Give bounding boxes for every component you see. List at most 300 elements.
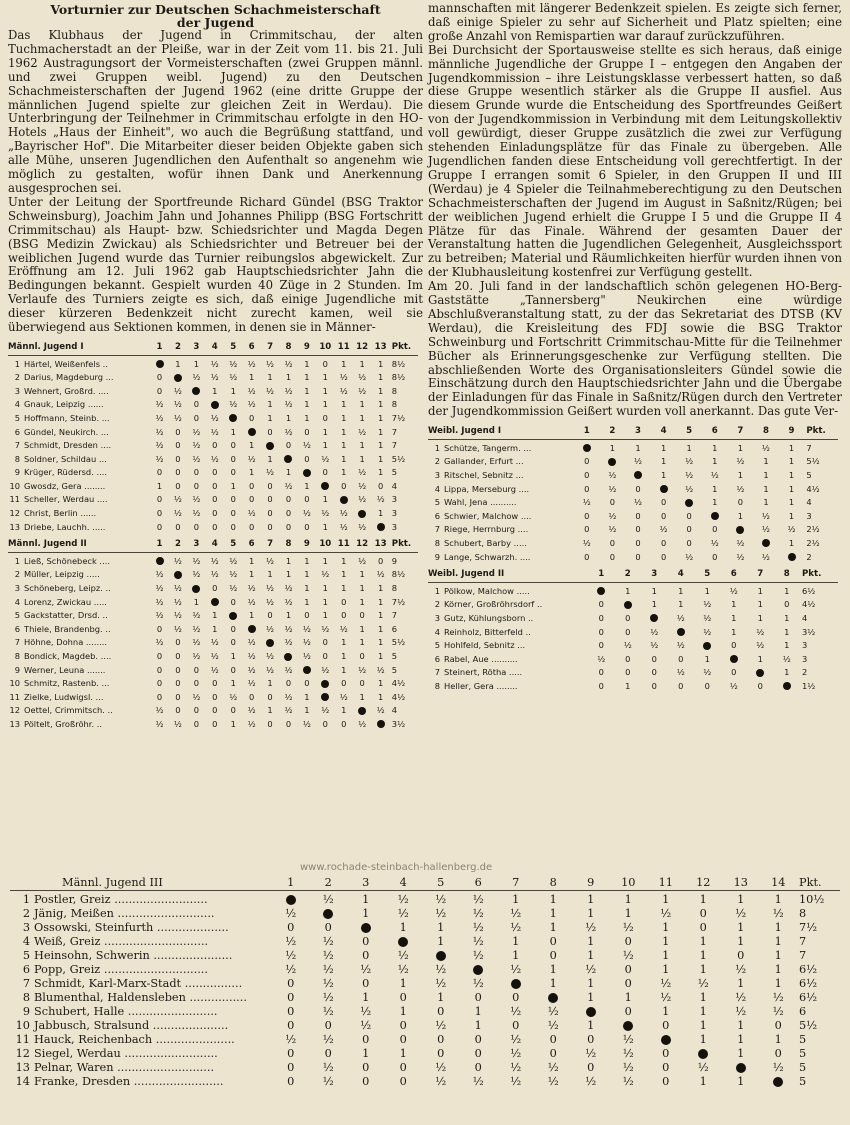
- player-rank: 4: [434, 483, 440, 494]
- table-row: [10, 1005, 840, 1019]
- column-number: 7: [267, 341, 274, 352]
- result-cell: 0: [193, 705, 199, 716]
- leader-dots: ...: [96, 453, 107, 464]
- self-cell: [298, 664, 316, 678]
- self-cell: [535, 991, 573, 1005]
- table-row: [8, 636, 418, 650]
- player-name-text: Schubert, Barby: [444, 537, 512, 548]
- result-cell: 1: [737, 442, 743, 453]
- result-cell: 1: [788, 537, 795, 548]
- result-cell: 0: [287, 1019, 295, 1032]
- table-row: [10, 921, 840, 935]
- header-row: [428, 425, 838, 439]
- result-cell: ½: [339, 623, 348, 634]
- result-cell: ½: [173, 610, 182, 621]
- result-cell: 0: [399, 1061, 407, 1074]
- result-cell: 0: [175, 426, 181, 437]
- result-cell: ½: [321, 569, 330, 580]
- points-header: Pkt.: [806, 426, 826, 437]
- result-cell: 1: [322, 583, 328, 594]
- crosstable-w1: [428, 425, 842, 564]
- player-rank: 13: [9, 521, 20, 532]
- result-cell: 1: [635, 442, 641, 453]
- table-row: [8, 623, 418, 637]
- player-name-text: Zielke, Ludwigsl.: [24, 691, 93, 702]
- result-cell: 1: [230, 385, 236, 396]
- points-cell: 4: [391, 705, 398, 716]
- player-name: [8, 412, 150, 426]
- result-cell: 1: [763, 483, 769, 494]
- player-rank: 2: [434, 599, 440, 610]
- player-name: [10, 935, 272, 949]
- points-cell: 5: [799, 1075, 807, 1088]
- result-cell: ½: [660, 977, 672, 990]
- column-number: 8: [549, 876, 557, 889]
- result-cell: 1: [341, 664, 347, 675]
- self-cell: [497, 977, 535, 991]
- table-row: [428, 612, 838, 626]
- player-name-text: Gnauk, Leipzig: [24, 399, 86, 410]
- result-cell: ½: [510, 1047, 522, 1060]
- result-cell: ½: [585, 1047, 597, 1060]
- column-number: 2: [609, 426, 616, 437]
- result-cell: 1: [474, 1019, 482, 1032]
- self-game-dot: [361, 923, 371, 933]
- result-cell: 0: [287, 1005, 295, 1018]
- result-cell: ½: [155, 453, 164, 464]
- column-number: 11: [337, 539, 350, 550]
- leader-dots: .....: [513, 585, 530, 596]
- result-cell: 0: [635, 483, 641, 494]
- result-cell: 1: [788, 456, 795, 467]
- player-name-text: Körner, Großröhrsdorf: [444, 599, 535, 610]
- result-cell: 1: [322, 385, 328, 396]
- article-title-line-1: Vorturnier zur Deutschen Schachmeisterschaft: [50, 2, 381, 17]
- self-game-dot: [211, 401, 219, 409]
- result-cell: 1: [341, 651, 347, 661]
- result-cell: ½: [472, 893, 484, 906]
- result-cell: ½: [173, 718, 182, 729]
- result-cell: ½: [321, 508, 330, 519]
- player-name-text: Heinsohn, Schwerin: [34, 949, 150, 962]
- result-cell: ½: [360, 1019, 372, 1032]
- player-rank: 5: [14, 412, 20, 423]
- result-cell: 1: [678, 585, 684, 596]
- result-cell: 1: [699, 893, 707, 906]
- result-cell: 0: [324, 1047, 332, 1060]
- player-name: [8, 426, 150, 440]
- header-row: [8, 538, 418, 552]
- result-cell: ½: [302, 718, 311, 729]
- result-cell: ½: [302, 637, 311, 648]
- player-rank: 13: [15, 1061, 30, 1074]
- result-cell: 1: [304, 358, 310, 369]
- leader-dots: ..: [522, 626, 531, 637]
- result-cell: 0: [660, 551, 667, 562]
- self-cell: [206, 398, 224, 412]
- table-row: [428, 483, 838, 497]
- table-row: [10, 949, 840, 963]
- player-rank: 1: [434, 585, 440, 596]
- result-cell: 1: [285, 569, 292, 580]
- result-cell: 0: [212, 480, 218, 491]
- self-cell: [641, 612, 668, 626]
- leader-dots: ..: [99, 610, 108, 621]
- result-cell: ½: [302, 651, 311, 661]
- result-cell: 0: [598, 667, 604, 678]
- self-game-dot: [358, 510, 366, 518]
- result-cell: 0: [584, 510, 590, 521]
- crosstable-grid: [428, 425, 838, 564]
- result-cell: ½: [266, 467, 275, 478]
- result-cell: 1: [248, 610, 255, 621]
- result-cell: 0: [587, 1033, 595, 1046]
- column-number: 8: [762, 426, 769, 437]
- result-cell: 1: [285, 555, 292, 566]
- player-rank: 11: [9, 691, 20, 702]
- self-game-dot: [436, 951, 446, 961]
- result-cell: 1: [304, 583, 310, 594]
- result-cell: 0: [212, 521, 218, 532]
- result-cell: 1: [304, 385, 310, 396]
- table-row: [428, 626, 838, 640]
- self-game-dot: [286, 895, 296, 905]
- result-cell: 0: [285, 521, 292, 532]
- self-game-dot: [634, 471, 642, 479]
- result-cell: 1: [737, 469, 743, 480]
- player-name-text: Siegel, Werdau: [34, 1047, 121, 1060]
- result-cell: ½: [472, 921, 484, 934]
- result-cell: 0: [193, 521, 199, 532]
- column-number: 7: [737, 426, 744, 437]
- result-cell: 0: [230, 664, 236, 675]
- leader-dots: ...........................: [113, 1061, 215, 1074]
- result-cell: ½: [472, 977, 484, 990]
- self-cell: [298, 466, 316, 480]
- result-cell: ½: [435, 893, 447, 906]
- self-game-dot: [321, 680, 329, 688]
- result-cell: 1: [712, 456, 718, 467]
- leader-dots: ..........................: [120, 1047, 218, 1060]
- result-cell: ½: [322, 1033, 334, 1046]
- table-row: [8, 677, 418, 691]
- result-cell: ½: [321, 453, 330, 464]
- result-cell: 1: [662, 949, 670, 962]
- player-name-text: Popp, Greiz: [34, 963, 101, 976]
- result-cell: 1: [437, 921, 445, 934]
- result-cell: ½: [622, 1075, 634, 1088]
- table-title: Weibl. Jugend I: [428, 426, 502, 437]
- result-cell: 1: [737, 893, 745, 906]
- result-cell: 0: [248, 691, 255, 702]
- leader-dots: ....: [518, 510, 532, 521]
- result-cell: ½: [321, 623, 330, 634]
- result-cell: 1: [699, 949, 707, 962]
- result-cell: ½: [472, 949, 484, 962]
- result-cell: ½: [339, 508, 348, 519]
- result-cell: ½: [247, 637, 256, 648]
- leader-dots: ..: [534, 599, 543, 610]
- player-rank: 7: [434, 667, 440, 678]
- player-rank: 6: [22, 963, 30, 976]
- result-cell: ½: [155, 583, 164, 594]
- result-cell: 1: [285, 610, 292, 621]
- result-cell: ½: [703, 612, 712, 623]
- result-cell: 1: [587, 935, 595, 948]
- player-name-text: Schöneberg, Leipz.: [24, 583, 103, 594]
- table-title: Männl. Jugend I: [8, 341, 84, 352]
- result-cell: ½: [510, 1033, 522, 1046]
- table-row: [428, 442, 838, 456]
- result-cell: 1: [731, 599, 737, 610]
- column-number: 2: [174, 539, 181, 550]
- result-cell: 0: [156, 372, 163, 383]
- result-cell: ½: [376, 705, 385, 716]
- result-cell: 0: [285, 508, 292, 519]
- result-cell: 1: [625, 585, 631, 596]
- result-cell: 1: [341, 569, 347, 580]
- result-cell: 1: [304, 399, 310, 410]
- result-cell: 0: [287, 1061, 295, 1074]
- result-cell: ½: [192, 610, 201, 621]
- result-cell: ½: [736, 551, 745, 562]
- column-number: 13: [374, 341, 387, 352]
- result-cell: 0: [635, 537, 641, 548]
- self-game-dot: [736, 1063, 746, 1073]
- result-cell: 1: [763, 497, 769, 508]
- table-row: [10, 1061, 840, 1075]
- player-rank: 1: [22, 893, 30, 906]
- result-cell: ½: [284, 664, 293, 675]
- leader-dots: ................: [181, 977, 243, 990]
- result-cell: ½: [585, 963, 597, 976]
- player-name: [10, 1019, 272, 1033]
- self-game-dot: [321, 693, 329, 701]
- points-cell: 4½: [802, 599, 816, 610]
- result-cell: ½: [192, 453, 201, 464]
- points-header: Pkt.: [802, 569, 822, 580]
- result-cell: 1: [784, 667, 790, 678]
- result-cell: ½: [285, 1033, 297, 1046]
- column-number: 9: [788, 426, 795, 437]
- result-cell: 1: [774, 1033, 782, 1046]
- player-name: [8, 358, 150, 372]
- player-name-text: Christ, Berlin: [24, 508, 78, 519]
- result-cell: 0: [267, 480, 273, 491]
- table-row: [8, 453, 418, 467]
- result-cell: 1: [699, 991, 707, 1004]
- result-cell: ½: [266, 358, 275, 369]
- column-number: 1: [583, 426, 590, 437]
- result-cell: ½: [322, 1061, 334, 1074]
- player-name-text: Ritschel, Sebnitz: [444, 469, 513, 480]
- player-rank: 3: [14, 385, 20, 396]
- result-cell: 0: [609, 497, 616, 508]
- table-row: [8, 664, 418, 678]
- result-cell: 1: [662, 1005, 670, 1018]
- result-cell: 1: [587, 1019, 595, 1032]
- player-name: [428, 537, 574, 551]
- column-number: 12: [356, 341, 369, 352]
- result-cell: 1: [399, 977, 407, 990]
- self-cell: [460, 963, 498, 977]
- leader-dots: ................: [185, 991, 247, 1004]
- player-rank: 2: [14, 569, 20, 580]
- table-row: [8, 609, 418, 623]
- result-cell: ½: [710, 537, 719, 548]
- leader-dots: .....................: [149, 1019, 229, 1032]
- player-name: [428, 598, 588, 612]
- self-game-dot: [783, 682, 791, 690]
- result-cell: 1: [784, 626, 790, 637]
- result-cell: ½: [247, 651, 256, 661]
- result-cell: 1: [359, 399, 365, 410]
- result-cell: ½: [321, 705, 330, 716]
- player-name-text: Gutz, Kühlungsborn: [444, 612, 526, 623]
- column-number: 2: [624, 569, 631, 580]
- result-cell: ½: [376, 664, 385, 675]
- column-number: 6: [711, 426, 718, 437]
- result-cell: ½: [285, 963, 297, 976]
- result-cell: 0: [474, 1047, 482, 1060]
- result-cell: ½: [735, 991, 747, 1004]
- result-cell: 0: [175, 651, 181, 661]
- player-name: [8, 385, 150, 399]
- result-cell: ½: [547, 1019, 559, 1032]
- self-cell: [169, 568, 187, 582]
- result-cell: 0: [549, 949, 557, 962]
- result-cell: ½: [229, 372, 238, 383]
- result-cell: 0: [267, 521, 273, 532]
- column-number: 1: [598, 569, 605, 580]
- column-number: 6: [730, 569, 737, 580]
- result-cell: 1: [731, 626, 737, 637]
- result-cell: 1: [788, 483, 795, 494]
- result-cell: ½: [397, 893, 409, 906]
- result-cell: ½: [703, 626, 712, 637]
- result-cell: ½: [173, 623, 182, 634]
- points-cell: 5: [799, 1061, 807, 1074]
- result-cell: ½: [547, 1075, 559, 1088]
- points-cell: 8: [391, 399, 398, 410]
- table-row: [428, 653, 838, 667]
- player-name: [428, 442, 574, 456]
- result-cell: 0: [230, 494, 236, 505]
- player-name-text: Blumenthal, Haldensleben: [34, 991, 186, 1004]
- result-cell: 1: [359, 358, 365, 369]
- table-row: [428, 455, 838, 469]
- result-cell: 1: [304, 596, 310, 607]
- result-cell: 0: [598, 599, 604, 610]
- result-cell: 0: [512, 1019, 520, 1032]
- player-name-text: Lange, Schwarzh.: [444, 551, 518, 562]
- table-title: Weibl. Jugend II: [428, 569, 505, 580]
- points-cell: 7: [391, 426, 398, 437]
- self-cell: [150, 555, 168, 569]
- leader-dots: ....: [95, 385, 109, 396]
- leader-dots: .......: [84, 664, 106, 675]
- result-cell: 0: [737, 949, 745, 962]
- result-cell: 1: [359, 440, 365, 451]
- table-row: [428, 510, 838, 524]
- result-cell: 1: [774, 893, 782, 906]
- self-game-dot: [597, 587, 605, 595]
- points-cell: 2½: [806, 524, 820, 535]
- points-cell: 5½: [806, 456, 820, 467]
- player-name: [10, 1061, 272, 1075]
- player-rank: 5: [22, 949, 30, 962]
- result-cell: 0: [322, 467, 328, 478]
- header-row: [10, 876, 840, 891]
- result-cell: 1: [341, 705, 347, 716]
- leader-dots: .............................: [100, 963, 208, 976]
- result-cell: 1: [587, 893, 595, 906]
- result-cell: 0: [712, 524, 718, 535]
- player-rank: 8: [434, 537, 440, 548]
- result-cell: 0: [248, 480, 255, 491]
- result-cell: ½: [510, 907, 522, 920]
- result-cell: ½: [155, 718, 164, 729]
- result-cell: 1: [377, 508, 384, 519]
- points-cell: 7: [799, 935, 807, 948]
- player-name-text: Darius, Magdeburg: [24, 372, 103, 383]
- table-row: [428, 537, 838, 551]
- points-cell: 7½: [391, 412, 406, 423]
- player-rank: 2: [22, 907, 30, 920]
- result-cell: 0: [193, 480, 199, 491]
- result-cell: 1: [359, 453, 365, 464]
- points-cell: 5: [806, 469, 812, 480]
- result-cell: ½: [510, 1005, 522, 1018]
- crosstable-m3: [10, 876, 842, 1089]
- table-row: [428, 666, 838, 680]
- result-cell: ½: [229, 583, 238, 594]
- result-cell: 1: [512, 893, 520, 906]
- result-cell: 1: [304, 569, 310, 580]
- leader-dots: ........: [81, 480, 106, 491]
- result-cell: ½: [608, 469, 617, 480]
- result-cell: ½: [173, 385, 182, 396]
- result-cell: 0: [212, 718, 218, 729]
- points-cell: 5: [391, 467, 398, 478]
- result-cell: 0: [341, 480, 347, 491]
- result-cell: ½: [192, 691, 201, 702]
- result-cell: 1: [377, 637, 384, 648]
- result-cell: ½: [266, 651, 275, 661]
- result-cell: ½: [735, 1005, 747, 1018]
- leader-dots: ..: [525, 612, 534, 623]
- result-cell: 1: [377, 596, 384, 607]
- result-cell: ½: [397, 963, 409, 976]
- result-cell: 1: [341, 358, 347, 369]
- result-cell: ½: [735, 907, 747, 920]
- result-cell: ½: [155, 637, 164, 648]
- self-game-dot: [358, 707, 366, 715]
- result-cell: ½: [284, 691, 293, 702]
- player-name: [428, 612, 588, 626]
- column-number: 6: [248, 539, 255, 550]
- points-cell: 8: [391, 385, 398, 396]
- result-cell: 1: [704, 585, 710, 596]
- result-cell: 0: [662, 1047, 670, 1060]
- points-cell: 5: [391, 651, 398, 661]
- result-cell: ½: [229, 358, 238, 369]
- self-cell: [169, 371, 187, 385]
- player-rank: 7: [14, 637, 20, 648]
- points-cell: 4: [802, 612, 808, 623]
- result-cell: ½: [339, 691, 348, 702]
- player-rank: 12: [9, 705, 20, 716]
